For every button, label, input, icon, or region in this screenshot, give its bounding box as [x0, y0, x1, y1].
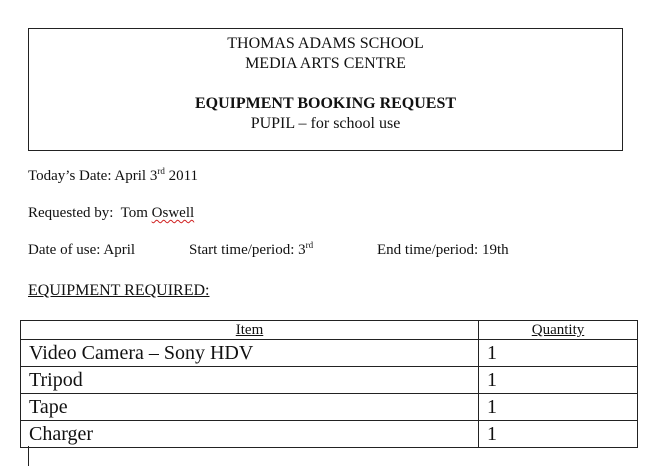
form-title: EQUIPMENT BOOKING REQUEST: [194, 95, 457, 112]
table-row: [21, 421, 638, 448]
requested-by-surname: Oswell: [151, 205, 195, 221]
date-of-use-field: Date of use: April: [28, 242, 136, 258]
table-row: [21, 340, 638, 367]
centre-name: MEDIA ARTS CENTRE: [245, 55, 406, 72]
quantity-cell: 1: [479, 367, 638, 394]
column-header-quantity: Quantity: [479, 321, 638, 340]
start-ordinal-suffix: rd: [305, 240, 314, 250]
quantity-cell: 1: [479, 340, 638, 367]
table-header-row: [21, 321, 638, 340]
item-cell: Video Camera – Sony HDV: [21, 340, 479, 367]
date-ordinal-suffix: rd: [157, 166, 165, 176]
todays-date-field: [28, 167, 198, 185]
requested-by-label: Requested by: Tom: [28, 205, 152, 221]
form-header-box: [28, 28, 623, 151]
table-border-continuation: [28, 446, 29, 466]
start-time-field: [189, 241, 313, 259]
end-time-field: End time/period: 19th: [377, 242, 509, 258]
equipment-table: [20, 320, 638, 448]
quantity-cell: 1: [479, 421, 638, 448]
equipment-required-heading: EQUIPMENT REQUIRED:: [28, 282, 210, 299]
school-name: THOMAS ADAMS SCHOOL: [227, 35, 424, 52]
item-cell: Tape: [21, 394, 479, 421]
item-cell: Charger: [21, 421, 479, 448]
table-row: [21, 394, 638, 421]
start-time-label: Start time/period: 3: [189, 242, 306, 258]
quantity-cell: 1: [479, 394, 638, 421]
table-row: [21, 367, 638, 394]
requested-by-field: [28, 204, 194, 222]
todays-date-label: Today’s Date: April 3: [28, 168, 158, 184]
form-subtitle: PUPIL – for school use: [250, 115, 401, 132]
column-header-item: Item: [21, 321, 479, 340]
item-cell: Tripod: [21, 367, 479, 394]
todays-date-year: 2011: [164, 168, 199, 184]
